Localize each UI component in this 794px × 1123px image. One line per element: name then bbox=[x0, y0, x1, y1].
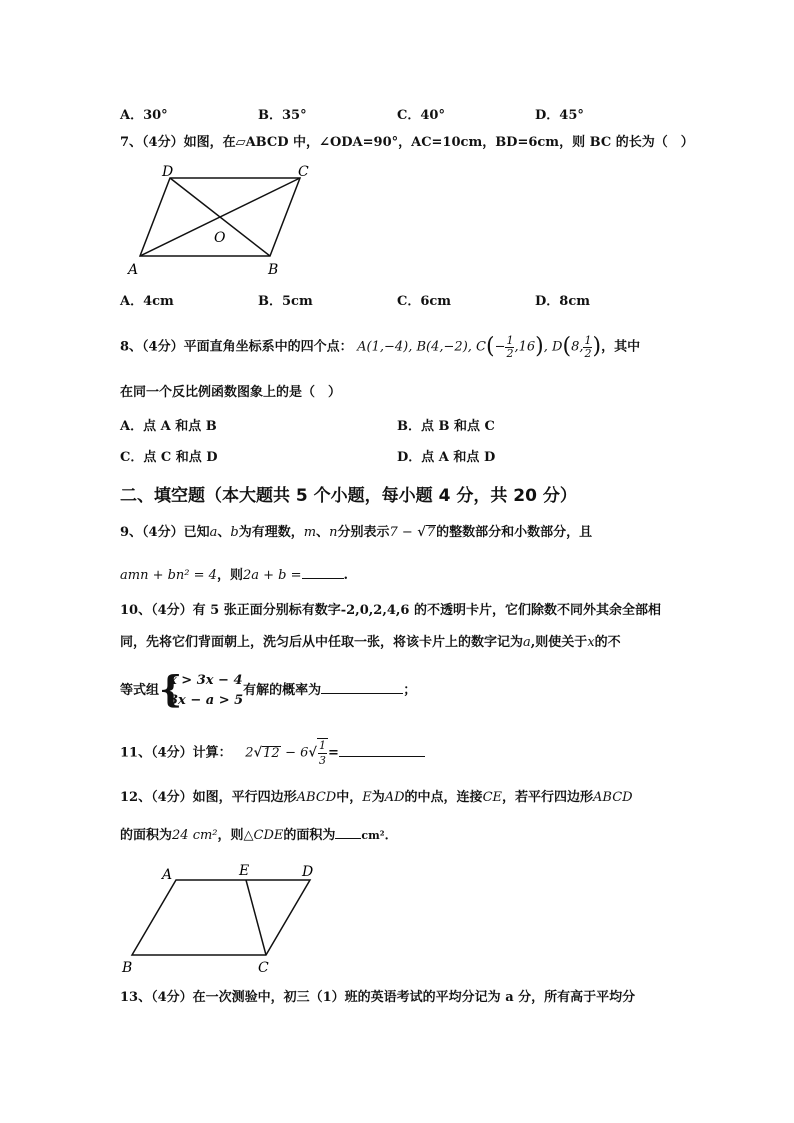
q10-inequality-system: { x > 3x − 4 3x − a > 5 bbox=[159, 668, 244, 711]
q8-line2: 在同一个反比例函数图象上的是（ ） bbox=[120, 385, 342, 400]
q8-option-a: A．点 A 和点 B bbox=[120, 419, 217, 434]
q8-point-b: B(4,−2) bbox=[416, 339, 468, 355]
q12-answer-blank bbox=[335, 826, 361, 839]
q8-c-fraction: $\frac{1}{2}$ bbox=[506, 333, 514, 360]
q7-label-a: A bbox=[128, 262, 139, 278]
q8-stem: 8、（4分）平面直角坐标系中的四个点： A(1,−4), B(4,−2), C(− $\frac{1}{2}$ ,16), D(8, $\frac{1}{2}$ )，其中 bbox=[120, 333, 641, 360]
q7-parallelogram-figure bbox=[118, 160, 328, 280]
q7-option-b: B．5cm bbox=[258, 294, 313, 309]
q8-d-fraction: $\frac{1}{2}$ bbox=[584, 333, 592, 360]
q10-line3: 等式组 { x > 3x − 4 3x − a > 5 有解的概率为 ； bbox=[120, 668, 417, 711]
q10-line1: 10、（4分）有 5 张正面分别标有数字-2,0,2,4,6 的不透明卡片，它们除数不同外其余全部相 bbox=[120, 603, 661, 618]
q9-line2: amn + bn² = 4，则2a + b = . bbox=[120, 568, 349, 583]
q10-line2: 同，先将它们背面朝上，洗匀后从中任取一张，将该卡片上的数字记为a,则使关于x的不 bbox=[120, 635, 621, 650]
q8-option-c: C．点 C 和点 D bbox=[120, 450, 218, 465]
q8-point-a: A(1,−4) bbox=[357, 339, 409, 355]
q9-answer-blank bbox=[302, 566, 344, 579]
q12-parallelogram-figure bbox=[116, 860, 326, 978]
q7-label-o: O bbox=[214, 230, 226, 246]
q6-option-a: A．30° bbox=[120, 108, 168, 123]
q7-label-c: C bbox=[298, 164, 309, 180]
q11-answer-blank bbox=[339, 744, 425, 757]
q12-label-c: C bbox=[258, 960, 269, 976]
q6-option-d: D．45° bbox=[535, 108, 584, 123]
q11-fraction: $\frac{1}{3}$ bbox=[318, 739, 326, 767]
q6-option-c: C．40° bbox=[397, 108, 445, 123]
q12-label-e: E bbox=[239, 863, 250, 879]
q8-option-d: D．点 A 和点 D bbox=[397, 450, 496, 465]
q12-label-d: D bbox=[302, 864, 314, 880]
q7-option-d: D．8cm bbox=[535, 294, 590, 309]
q7-option-a: A．4cm bbox=[120, 294, 174, 309]
section-2-title: 二、填空题（本大题共 5 个小题，每小题 4 分，共 20 分） bbox=[120, 486, 577, 506]
q7-option-c: C．6cm bbox=[397, 294, 452, 309]
q12-line1: 12、（4分）如图，平行四边形ABCD中，E为AD的中点，连接CE，若平行四边形ABCD bbox=[120, 790, 633, 805]
q7-label-d: D bbox=[162, 164, 174, 180]
q7-label-b: B bbox=[268, 262, 279, 278]
q12-label-a: A bbox=[162, 867, 173, 883]
q12-label-b: B bbox=[122, 960, 133, 976]
q13-line1: 13、（4分）在一次测验中，初三（1）班的英语考试的平均分记为 a 分，所有高于平均分 bbox=[120, 990, 636, 1005]
q12-line2: 的面积为24 cm²，则△CDE的面积为 cm²． bbox=[120, 828, 398, 843]
q6-option-b: B．35° bbox=[258, 108, 307, 123]
q11-line: 11、（4分）计算： 2√12 − 6√ $\frac{1}{3}$ = bbox=[120, 738, 425, 768]
q7-stem: 7、（4分）如图，在▱ABCD 中，∠ODA=90°，AC=10cm，BD=6cm，则 BC 的长为（ ） bbox=[120, 135, 694, 150]
q9-line1: 9、（4分）已知a、b为有理数，m、n分别表示7 − √7的整数部分和小数部分，且 bbox=[120, 525, 593, 540]
q8-option-b: B．点 B 和点 C bbox=[397, 419, 495, 434]
q10-answer-blank bbox=[321, 681, 403, 694]
